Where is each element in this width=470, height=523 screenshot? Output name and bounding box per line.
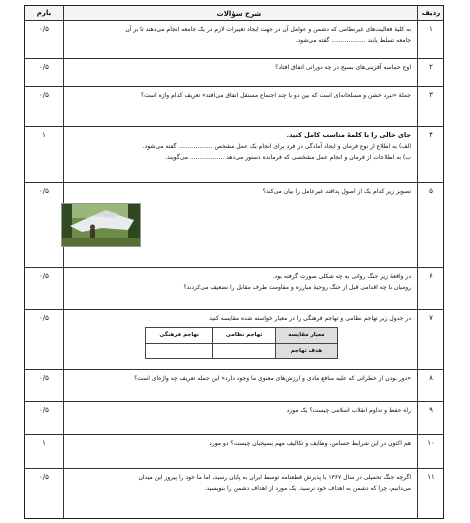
- header-row: [25, 6, 443, 21]
- question-score: ۰/۵: [39, 473, 49, 481]
- table-header-criteria: معیار مقایسه: [275, 328, 337, 344]
- question-number: ۱۱: [427, 473, 435, 481]
- question-instruction: جای خالی را با کلمهٔ مناسب کامل کنید.: [286, 131, 411, 139]
- question-score: ۰/۵: [39, 91, 49, 99]
- camouflage-photo: [61, 203, 141, 247]
- question-text: به کلیهٔ فعالیت‌های غیرنظامی که دشمن و عوامل آن در جهت ایجاد تغییرات لازم در یک جامعه انجام می‌دهند تا بر آن جامعه تسلط یابند .................. گفته می‌شود.: [125, 26, 411, 44]
- question-row-8: [25, 370, 443, 402]
- question-row-6: [25, 268, 443, 310]
- question-text: تصویر زیر کدام یک از اصول پدافند غیرعامل را بیان می‌کند؟: [262, 188, 411, 195]
- question-score: ۱: [42, 439, 46, 447]
- question-score: ۰/۵: [39, 25, 49, 33]
- question-number: ۷: [429, 314, 433, 322]
- question-text: در جدول زیر تهاجم نظامی و تهاجم فرهنگی را در معیار خواسته شده مقایسه کنید: [209, 315, 411, 322]
- question-number: ۳: [429, 91, 433, 99]
- header-description: شرح سؤالات: [216, 10, 262, 18]
- question-score: ۰/۵: [39, 272, 49, 280]
- comparison-table: [145, 327, 338, 359]
- question-text: جای خالی را با کلمهٔ مناسب کامل کنید. الف) به اطلاع از نوع فرمان و ایجاد آمادگی در فرد برای انجام یک عمل مشخص .................. گفته می‌شود. ب) به اطلاعات از فرمان و انجام عمل مشخصی که فرمانده دستور می‌دهد .................. می‌گویند.: [67, 127, 411, 163]
- header-number: ردیف: [421, 9, 441, 17]
- question-row-7: [25, 310, 443, 370]
- question-text: اگرچه جنگ تحمیلی در سال ۱۳۶۷ با پذیرش قطعنامه توسط ایران به پایان رسید، اما ما خود را پیروز این میدان می‌دانیم، چرا که دشمن به اهداف خود نرسید. یک مورد از اهداف دشمن را بنویسید.: [138, 474, 411, 492]
- question-row-9: [25, 402, 443, 435]
- question-score: ۰/۵: [39, 314, 49, 322]
- question-row-5: [25, 183, 443, 268]
- question-text: اوج حماسه آفرینی‌های بسیج در چه دورانی اتفاق افتاد؟: [275, 64, 411, 71]
- table-cell-empty: [213, 343, 275, 359]
- question-number: ۱۰: [427, 439, 435, 447]
- table-header-cultural: تهاجم فرهنگی: [146, 328, 213, 344]
- table-header-military: تهاجم نظامی: [213, 328, 275, 344]
- table-row-goal: هدف تهاجم: [275, 343, 337, 359]
- question-row-3: [25, 87, 443, 127]
- question-score: ۱: [42, 131, 46, 139]
- question-text: «دور بودن از خطراتی که علیه منافع مادی و ارزش‌های معنوی ما وجود دارد» این جمله تعریف چه واژه‌ای است؟: [134, 375, 411, 382]
- question-score: ۰/۵: [39, 63, 49, 71]
- question-text: در واقعهٔ زیر جنگ روانی به چه شکلی صورت گرفته بود. رومیان با چه اقدامی قبل از جنگ روحیهٔ مبارزه و مقاومت طرف مقابل را تضعیف می‌کردند؟: [183, 273, 411, 291]
- question-text: هم اکنون در این شرایط حساس، وظایف و تکالیف مهم بسیجیان چیست؟ دو مورد: [209, 440, 411, 447]
- question-number: ۴: [429, 131, 433, 139]
- question-number: ۵: [429, 187, 433, 195]
- question-row-11: [25, 469, 443, 519]
- question-number: ۸: [429, 374, 433, 382]
- question-row-1: [25, 21, 443, 59]
- header-score: بارم: [36, 9, 52, 17]
- table-cell-empty: [146, 343, 213, 359]
- question-row-2: [25, 59, 443, 87]
- question-number: ۹: [429, 406, 433, 414]
- question-text: جملهٔ «نبرد خشن و مسلحانه‌ای است که بین دو یا چند اجتماع مستقل اتفاق می‌افتد» تعریف کدام واژه است؟: [140, 92, 411, 99]
- question-row-4: [25, 127, 443, 183]
- question-text: راه حفظ و تداوم انقلاب اسلامی چیست؟ یک مورد: [286, 407, 411, 414]
- question-number: ۶: [429, 272, 433, 280]
- question-number: ۱: [429, 25, 433, 33]
- question-score: ۰/۵: [39, 406, 49, 414]
- exam-sheet: [24, 5, 444, 519]
- question-score: ۰/۵: [39, 374, 49, 382]
- question-row-10: [25, 435, 443, 469]
- question-score: ۰/۵: [39, 187, 49, 195]
- question-number: ۲: [429, 63, 433, 71]
